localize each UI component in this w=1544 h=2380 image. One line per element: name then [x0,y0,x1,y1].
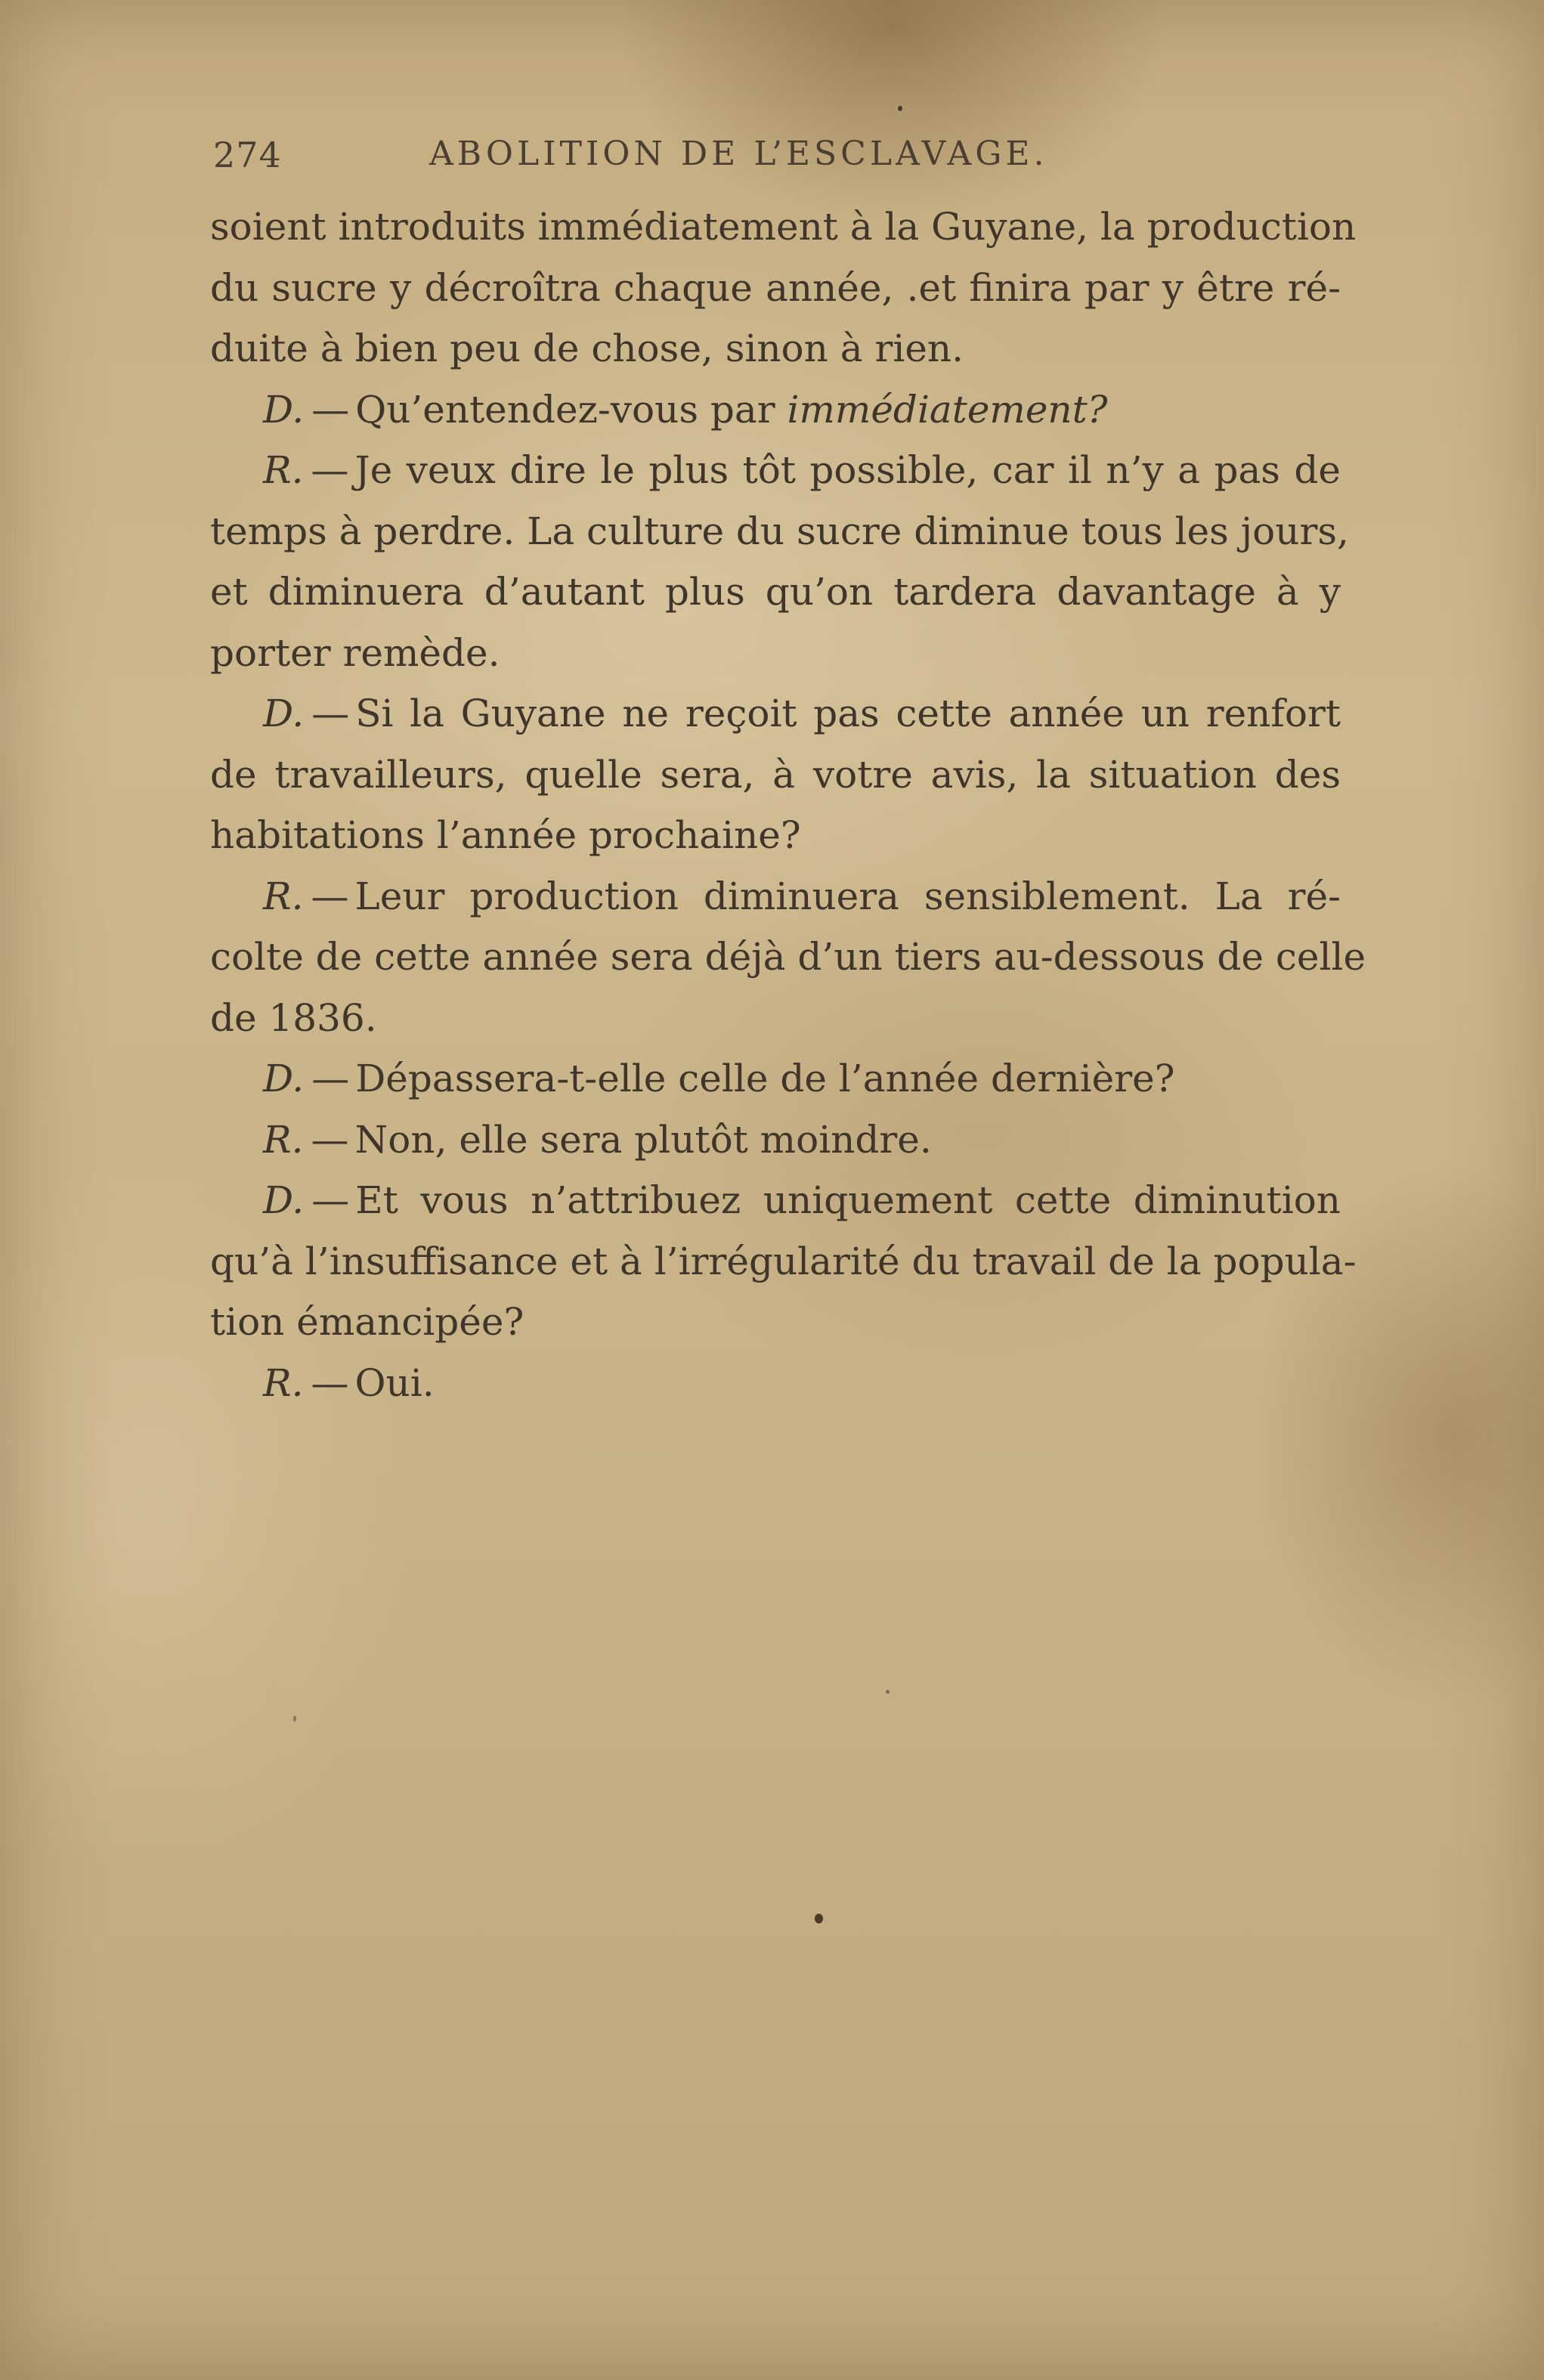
question-text: Dépassera-t-elle celle de l’année dernière? [355,1057,1175,1100]
text-line [210,1048,1341,1110]
dash: — [311,1178,350,1222]
dash: — [311,692,350,735]
answer-1 [210,440,1349,683]
text-line: porter remède. [210,630,500,675]
ink-speck [898,106,902,111]
question-1 [210,379,1341,441]
question-text: Qu’entendez-vous par [355,387,775,432]
text-line [210,440,1341,501]
answer-text: Non, elle sera plutôt moindre. [354,1117,932,1162]
answer-2 [210,866,1366,1049]
text-line: habitations l’année prochaine? [210,813,801,857]
answer-text: Oui. [354,1360,435,1405]
text-line: temps à perdre. La culture du sucre diminue tous les jours, [210,509,1349,553]
text-line: duite à bien peu de chose, sinon à rien. [210,327,964,370]
paragraph-continuation [210,197,1357,379]
page-body [210,197,1366,1413]
answer-text: Leur production diminuera sensiblement. La ré- [354,874,1341,918]
text-line [210,866,1341,927]
text-line: de 1836. [210,995,377,1040]
running-title: ABOLITION DE L’ESCLAVAGE. [429,135,1048,173]
question-text: Et vous n’attribuez uniquement cette diminution [355,1178,1341,1222]
answer-3 [210,1110,1341,1171]
answer-4 [210,1353,1341,1414]
text-line: du sucre y décroîtra chaque année, .et finira par y être ré- [210,265,1341,310]
ink-speck [886,1690,890,1694]
text-line [210,1110,1341,1171]
question-3 [210,1048,1341,1110]
dash: — [311,1360,349,1405]
speaker-label: D. [263,692,305,735]
text-line: colte de cette année sera déjà d’un tiers au-dessous de celle [210,935,1366,979]
text-line: et diminuera d’autant plus qu’on tardera davantage à y [210,570,1341,614]
ink-speck [293,1716,296,1722]
text-line [210,379,1341,441]
dash: — [311,387,350,432]
question-2 [210,683,1341,866]
text-line [210,1170,1341,1231]
text-line: de travailleurs, quelle sera, à votre avis, la situation des [210,752,1341,797]
ink-speck [815,1914,823,1923]
page-number: 274 [213,135,282,175]
answer-text: Je veux dire le plus tôt possible, car il n’y a pas de [354,448,1341,492]
text-line [210,683,1341,744]
speaker-label: D. [263,387,305,432]
question-text: Si la Guyane ne reçoit pas cette année un renfort [355,692,1341,735]
speaker-label: R. [263,874,304,918]
emphasized-word: immédiatement? [787,387,1108,432]
speaker-label: R. [263,448,304,492]
dash: — [311,1117,349,1162]
text-line: tion émancipée? [210,1300,524,1344]
speaker-label: R. [263,1117,304,1162]
speaker-label: D. [263,1178,305,1222]
page-header [213,135,1135,187]
text-line [210,1353,1341,1414]
text-line: soient introduits immédiatement à la Guyane, la production [210,205,1357,249]
text-line: qu’à l’insuffisance et à l’irrégularité du travail de la popula- [210,1239,1357,1283]
speaker-label: D. [263,1057,305,1100]
question-4 [210,1170,1357,1353]
dash: — [311,448,349,492]
dash: — [311,1057,350,1100]
speaker-label: R. [263,1360,304,1405]
dash: — [311,874,349,918]
